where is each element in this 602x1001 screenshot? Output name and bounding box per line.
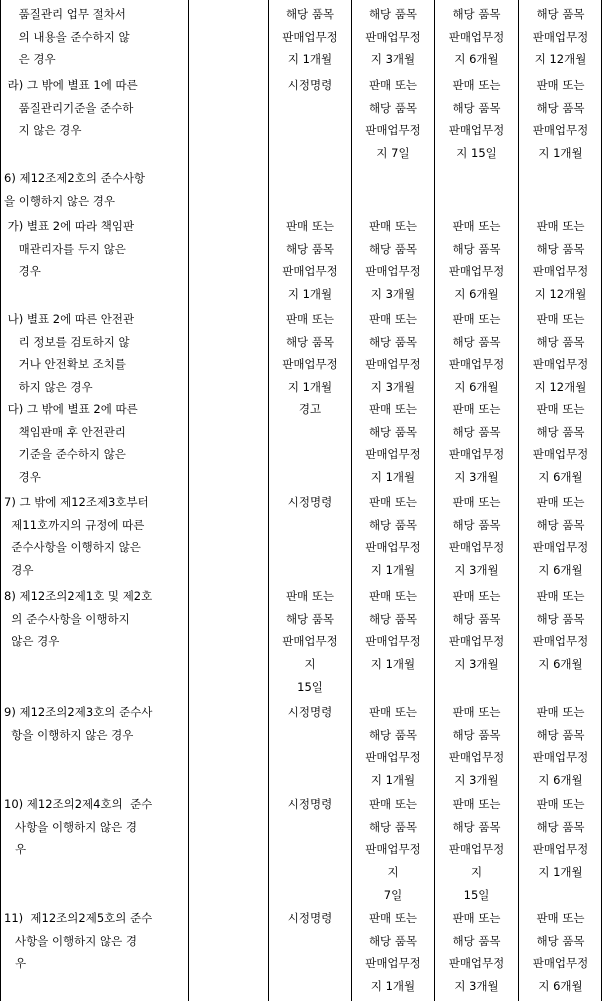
penalty-cell: 판매 또는 해당 품목 판매업무정 지 6개월 <box>532 911 589 994</box>
penalty-cell: 시정명령 <box>287 495 333 509</box>
penalty-cell: 판매 또는 해당 품목 판매업무정 지 3개월 <box>448 911 505 994</box>
violation-description: 7) 그 밖에 제12조제3호부터 제11호까지의 규정에 따른 준수사항을 이행하지 않은 경우 <box>4 495 149 578</box>
penalty-cell: 판매 또는 해당 품목 판매업무정 지 6개월 <box>532 495 589 578</box>
violation-description: 다) 그 밖에 별표 2에 따른 책임판매 후 안전관리 기준을 준수하지 않은 경우 <box>7 402 138 485</box>
penalty-cell: 판매 또는 해당 품목 판매업무정 지 1개월 <box>532 78 589 161</box>
penalty-cell: 판매 또는 해당 품목 판매업무정 지 1개월 <box>365 495 421 578</box>
penalty-cell: 판매 또는 해당 품목 판매업무정 지 6개월 <box>448 219 505 302</box>
penalty-cell: 판매 또는 해당 품목 판매업무정 지 6개월 <box>532 705 589 788</box>
penalty-cell: 판매 또는 해당 품목 판매업무정 지 3개월 <box>365 219 421 302</box>
penalty-cell: 판매 또는 해당 품목 판매업무정 지 15일 <box>448 78 505 161</box>
penalty-cell: 판매 또는 해당 품목 판매업무정 지 7일 <box>365 78 421 161</box>
penalty-cell: 판매 또는 해당 품목 판매업무정 지 1개월 <box>365 911 421 994</box>
penalty-cell: 해당 품목 판매업무정 지 12개월 <box>532 7 589 67</box>
penalty-cell: 시정명령 <box>287 911 333 925</box>
violation-description: 10) 제12조의2제4호의 준수 사항을 이행하지 않은 경 우 <box>4 797 153 857</box>
penalty-cell: 판매 또는 해당 품목 판매업무정 지 3개월 <box>448 589 505 672</box>
penalty-cell: 판매 또는 해당 품목 판매업무정 지 15일 <box>448 797 505 902</box>
penalty-cell: 판매 또는 해당 품목 판매업무정 지 7일 <box>365 797 421 902</box>
table-border-left <box>0 0 1 1001</box>
penalty-cell: 판매 또는 해당 품목 판매업무정 지 12개월 <box>532 219 589 302</box>
penalty-cell: 시정명령 <box>287 78 333 92</box>
violation-description: 6) 제12조제2호의 준수사항 을 이행하지 않은 경우 <box>4 171 146 208</box>
penalty-cell: 판매 또는 해당 품목 판매업무정 지 1개월 <box>532 797 589 880</box>
penalty-cell: 판매 또는 해당 품목 판매업무정 지 3개월 <box>448 705 505 788</box>
penalty-cell: 시정명령 <box>287 705 333 719</box>
violation-description: 나) 별표 2에 따른 안전관 리 정보를 검토하지 않 거나 안전확보 조치를 하지 않은 경우 <box>7 312 135 395</box>
violation-description: 9) 제12조의2제3호의 준수사 항을 이행하지 않은 경우 <box>4 705 153 742</box>
penalty-cell: 판매 또는 해당 품목 판매업무정 지 1개월 <box>365 589 421 672</box>
penalty-cell: 해당 품목 판매업무정 지 3개월 <box>365 7 421 67</box>
column-divider <box>351 0 352 1001</box>
column-divider <box>434 0 435 1001</box>
penalty-cell: 해당 품목 판매업무정 지 6개월 <box>448 7 505 67</box>
violation-description: 라) 그 밖에 별표 1에 따른 품질관리기준을 준수하 지 않은 경우 <box>7 78 138 138</box>
penalty-cell: 판매 또는 해당 품목 판매업무정 지 12개월 <box>532 312 589 395</box>
penalty-cell: 판매 또는 해당 품목 판매업무정 지 3개월 <box>448 402 505 485</box>
penalty-cell: 판매 또는 해당 품목 판매업무정 지 3개월 <box>448 495 505 578</box>
penalty-cell: 판매 또는 해당 품목 판매업무정 지 1개월 <box>365 402 421 485</box>
violation-description: 8) 제12조의2제1호 및 제2호 의 준수사항을 이행하지 않은 경우 <box>4 589 153 649</box>
penalty-cell: 해당 품목 판매업무정 지 1개월 <box>282 7 338 67</box>
penalty-cell: 판매 또는 해당 품목 판매업무정 지 6개월 <box>532 589 589 672</box>
penalty-cell: 판매 또는 해당 품목 판매업무정 지 1개월 <box>282 312 338 395</box>
penalty-cell: 시정명령 <box>287 797 333 811</box>
violation-description: 가) 별표 2에 따라 책임판 매관리자를 두지 않은 경우 <box>7 219 135 279</box>
penalty-cell: 판매 또는 해당 품목 판매업무정 지 15일 <box>282 589 338 694</box>
penalty-cell: 판매 또는 해당 품목 판매업무정 지 1개월 <box>282 219 338 302</box>
penalty-cell: 판매 또는 해당 품목 판매업무정 지 6개월 <box>532 402 589 485</box>
column-divider <box>268 0 269 1001</box>
column-divider <box>518 0 519 1001</box>
penalty-cell: 판매 또는 해당 품목 판매업무정 지 3개월 <box>365 312 421 395</box>
violation-description: 품질관리 업무 절차서 의 내용을 준수하지 않 은 경우 <box>18 7 130 67</box>
column-divider <box>188 0 189 1001</box>
penalty-cell: 판매 또는 해당 품목 판매업무정 지 6개월 <box>448 312 505 395</box>
violation-description: 11) 제12조의2제5호의 준수 사항을 이행하지 않은 경 우 <box>4 911 153 971</box>
penalty-cell: 경고 <box>298 402 322 416</box>
penalty-cell: 판매 또는 해당 품목 판매업무정 지 1개월 <box>365 705 421 788</box>
